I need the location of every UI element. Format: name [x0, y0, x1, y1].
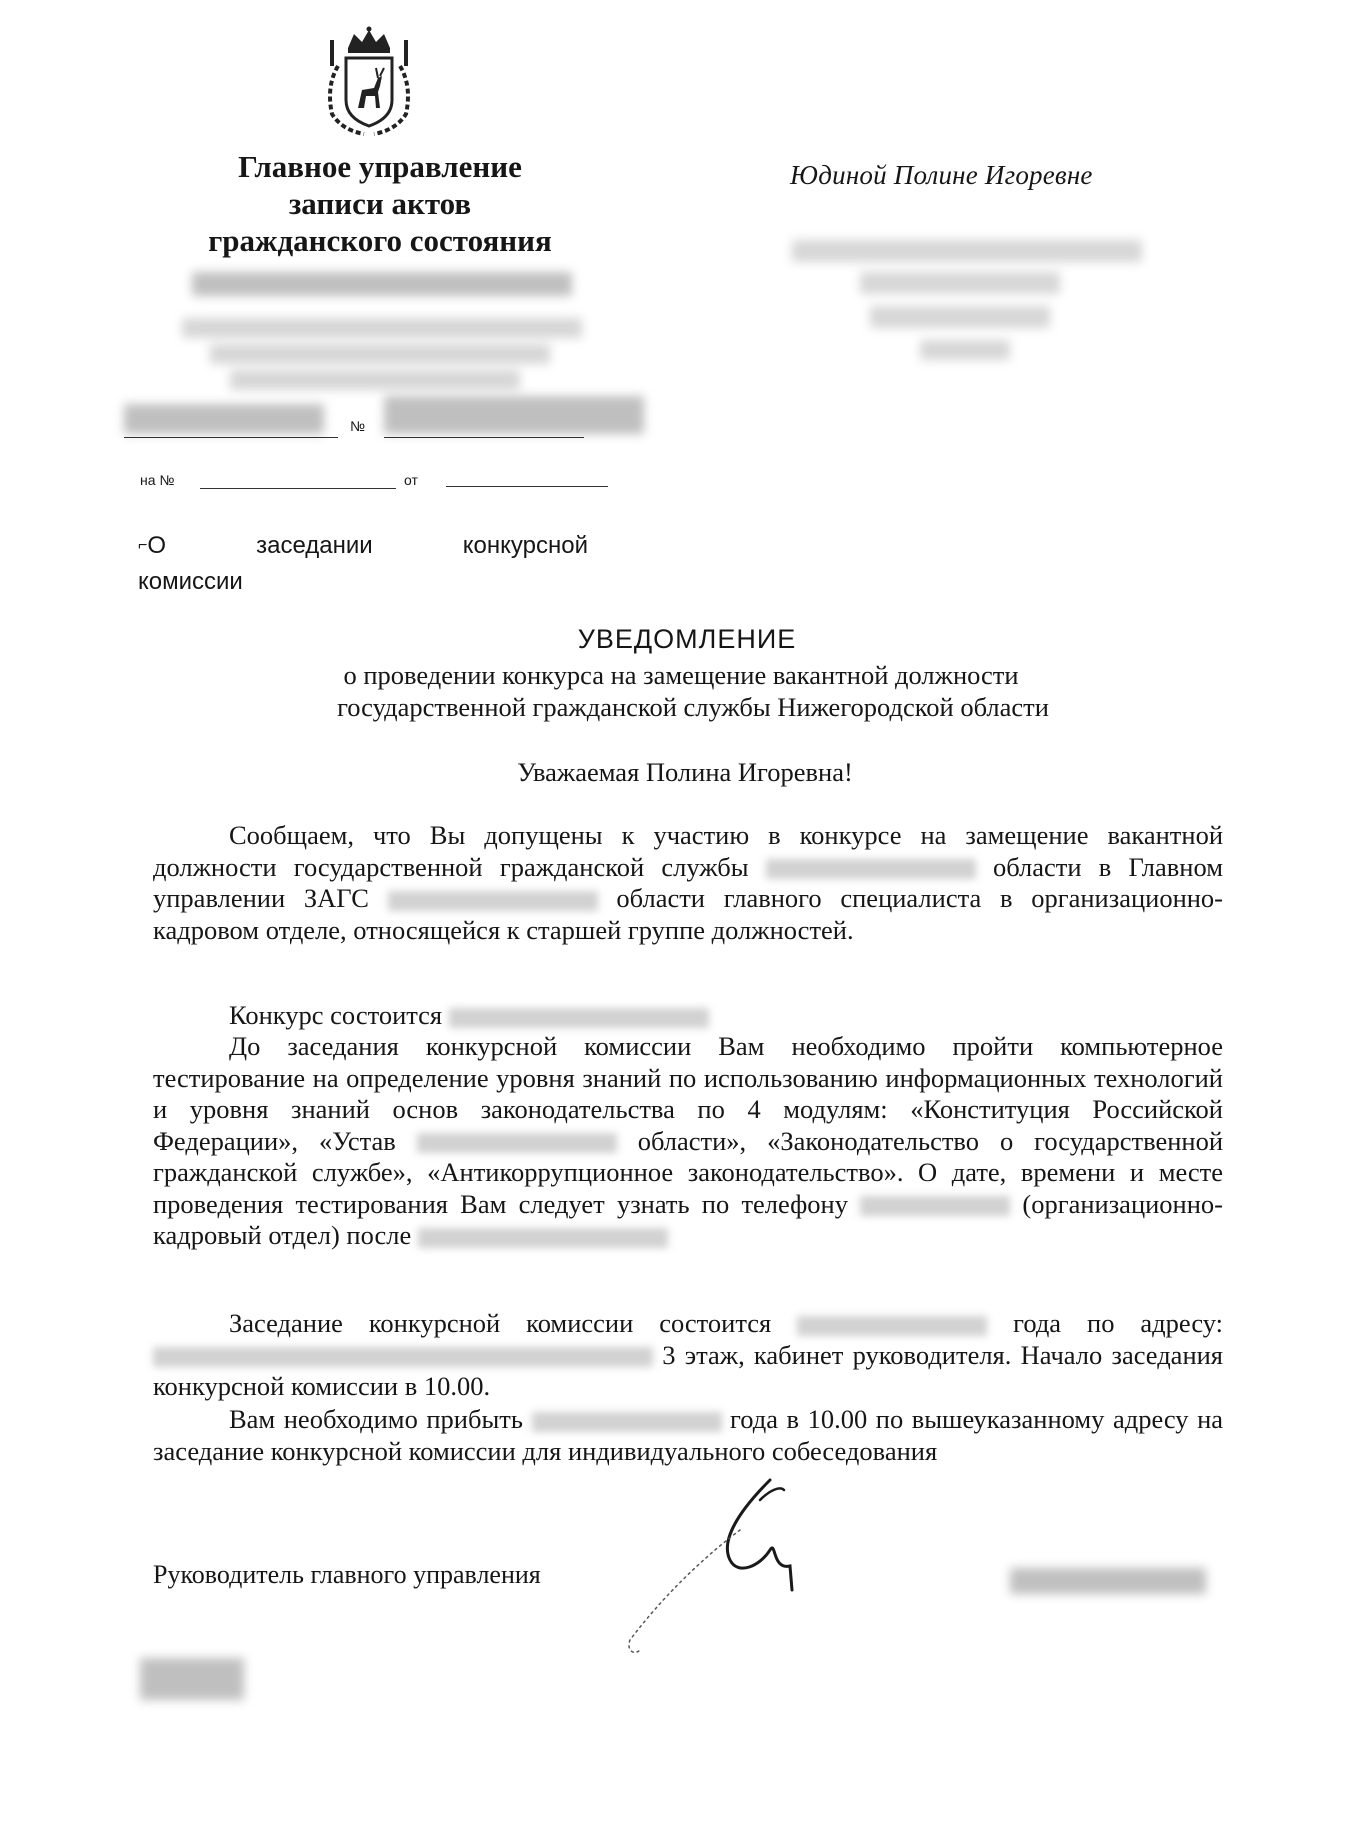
- redacted-recipient-address-1: [792, 240, 1142, 262]
- p4-text-a: Заседание конкурсной комиссии состоится: [229, 1308, 772, 1338]
- redacted-region-name: [192, 272, 572, 296]
- redacted-address-line-2: [210, 344, 550, 364]
- redacted-meeting-date: [797, 1316, 987, 1336]
- redacted-arrival-date: [532, 1412, 722, 1432]
- subject-word-1: ⌐О: [138, 532, 167, 559]
- reply-number-underline: [200, 488, 396, 489]
- redacted-contest-date: [449, 1008, 709, 1028]
- body-paragraph-1: [153, 820, 1223, 946]
- coat-of-arms-emblem: [318, 26, 420, 138]
- redacted-phone: [860, 1196, 1010, 1216]
- subject-word-3: конкурсной: [462, 532, 588, 559]
- from-date-underline: [446, 486, 608, 487]
- date-underline: [124, 437, 338, 438]
- redacted-region-3: [417, 1133, 617, 1153]
- organization-header: [150, 148, 610, 259]
- redacted-executor: [140, 1658, 244, 1700]
- p4-text-c: 3 этаж, кабинет руководителя. Начало заседания конкурсной комиссии в 10.00.: [153, 1339, 1223, 1401]
- p2-text: Конкурс состоится: [229, 1000, 443, 1030]
- redacted-region-1: [766, 859, 976, 879]
- body-paragraph-5: [153, 1404, 1223, 1467]
- subject-bracket: ⌐: [138, 537, 148, 554]
- p4-text-b: года по адресу:: [1013, 1308, 1224, 1338]
- p1-text-a: Сообщаем, что Вы допущены к участию в конкурсе на замещение вакантной должности государственной гражданской службы: [153, 820, 1223, 882]
- p3-text-b: области», «Законодательство о государственной гражданской службе», «Антикоррупционное законодательство». О дате, времени и месте проведения тестирования Вам следует узнать по телефону: [153, 1125, 1224, 1219]
- from-label: от: [404, 472, 418, 488]
- subject-word-2: заседании: [256, 532, 373, 559]
- number-sign: №: [350, 418, 366, 434]
- redacted-recipient-address-3: [870, 306, 1050, 328]
- org-name-line-2: записи актов: [288, 186, 472, 221]
- redacted-after-date: [418, 1228, 668, 1248]
- number-underline: [384, 437, 584, 438]
- redacted-recipient-address-2: [860, 272, 1060, 294]
- p1-text-b: области в Главном управлении ЗАГС: [153, 851, 1224, 913]
- body-paragraph-2: [153, 1000, 1223, 1032]
- subject-line-2: комиссии: [138, 568, 243, 595]
- org-name-line-1: Главное управление: [238, 149, 522, 184]
- letter-subject: [138, 528, 588, 600]
- redacted-signatory-name: [1010, 1568, 1206, 1594]
- handwritten-signature: [620, 1470, 880, 1670]
- redacted-meeting-address: [153, 1347, 653, 1367]
- notice-title: УВЕДОМЛЕНИЕ: [577, 624, 797, 654]
- p5-text-a: Вам необходимо прибыть: [229, 1404, 523, 1434]
- reply-to-label: на №: [140, 472, 175, 488]
- p5-text-b: года в 10.00 по вышеуказанному адресу на заседание конкурсной комиссии для индивидуального собеседования: [153, 1404, 1224, 1466]
- redacted-recipient-address-4: [920, 340, 1010, 360]
- redacted-address-line-1: [182, 318, 582, 338]
- redacted-outgoing-number: [384, 396, 644, 434]
- body-paragraph-3: [153, 1031, 1223, 1252]
- notice-subtitle-line-1: о проведении конкурса на замещение вакантной должности: [343, 660, 1019, 690]
- recipient-name: Юдиной Полине Игоревне: [790, 160, 1093, 190]
- redacted-address-line-3: [230, 370, 520, 390]
- signatory-position: Руководитель главного управления: [153, 1560, 541, 1589]
- redacted-region-2: [388, 891, 598, 911]
- p1-text-c: области главного специалиста в организационно-кадровом отделе, относящейся к старшей группе должностей.: [153, 883, 1224, 945]
- notice-subtitle-line-2: государственной гражданской службы Нижегородской области: [337, 692, 1049, 722]
- greeting: Уважаемая Полина Игоревна!: [517, 757, 853, 787]
- org-name-line-3: гражданского состояния: [208, 223, 552, 258]
- p3-text-a: До заседания конкурсной комиссии Вам необходимо пройти компьютерное тестирование на определение уровня знаний по использованию информационных технологий и уровня знаний основ законодательства по 4 модулям: «Конституция Российской Федерации», «Устав: [153, 1031, 1223, 1156]
- body-paragraph-4: [153, 1308, 1223, 1403]
- p3-text-c: (организационно-кадровый отдел) после: [153, 1188, 1223, 1250]
- redacted-date: [124, 404, 324, 434]
